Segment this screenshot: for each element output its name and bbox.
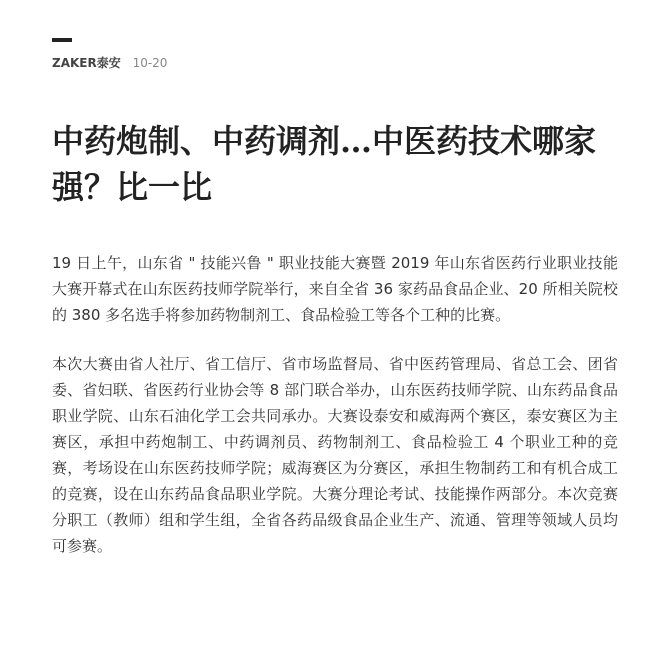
article [52,38,618,582]
paragraph-2: 本次大赛由省人社厅、省工信厅、省市场监督局、省中医药管理局、省总工会、团省委、省妇联、省医药行业协会等 8 部门联合举办，山东医药技师学院、山东药品食品职业学院、山东石油化学工会共同承办。大赛设泰安和威海两个赛区，泰安赛区为主赛区，承担中药炮制工、中药调剂员、药物制剂工、食品检验工 4 个职业工种的竞赛，考场设在山东医药技师学院；威海赛区为分赛区，承担生物制药工和有机合成工的竞赛，设在山东药品食品职业学院。大赛分理论考试、技能操作两部分。本次竞赛分职工（教师）组和学生组，全省各药品级食品企业生产、流通、管理等领域人员均可参赛。 [52,355,618,555]
accent-bar [52,38,72,42]
article-title: 中药炮制、中药调剂…中医药技术哪家强？比一比 [52,122,597,206]
paragraph-1: 19 日上午，山东省 " 技能兴鲁 " 职业技能大赛暨 2019 年山东省医药行业职业技能大赛开幕式在山东医药技师学院举行，来自全省 36 家药品食品企业、20 所相关院校的 380 多名选手将参加药物制剂工、食品检验工等各个工种的比赛。 [52,254,618,324]
source-name[interactable]: ZAKER泰安 [52,56,121,70]
publish-date: 10-20 [132,56,168,70]
article-meta [52,55,618,71]
